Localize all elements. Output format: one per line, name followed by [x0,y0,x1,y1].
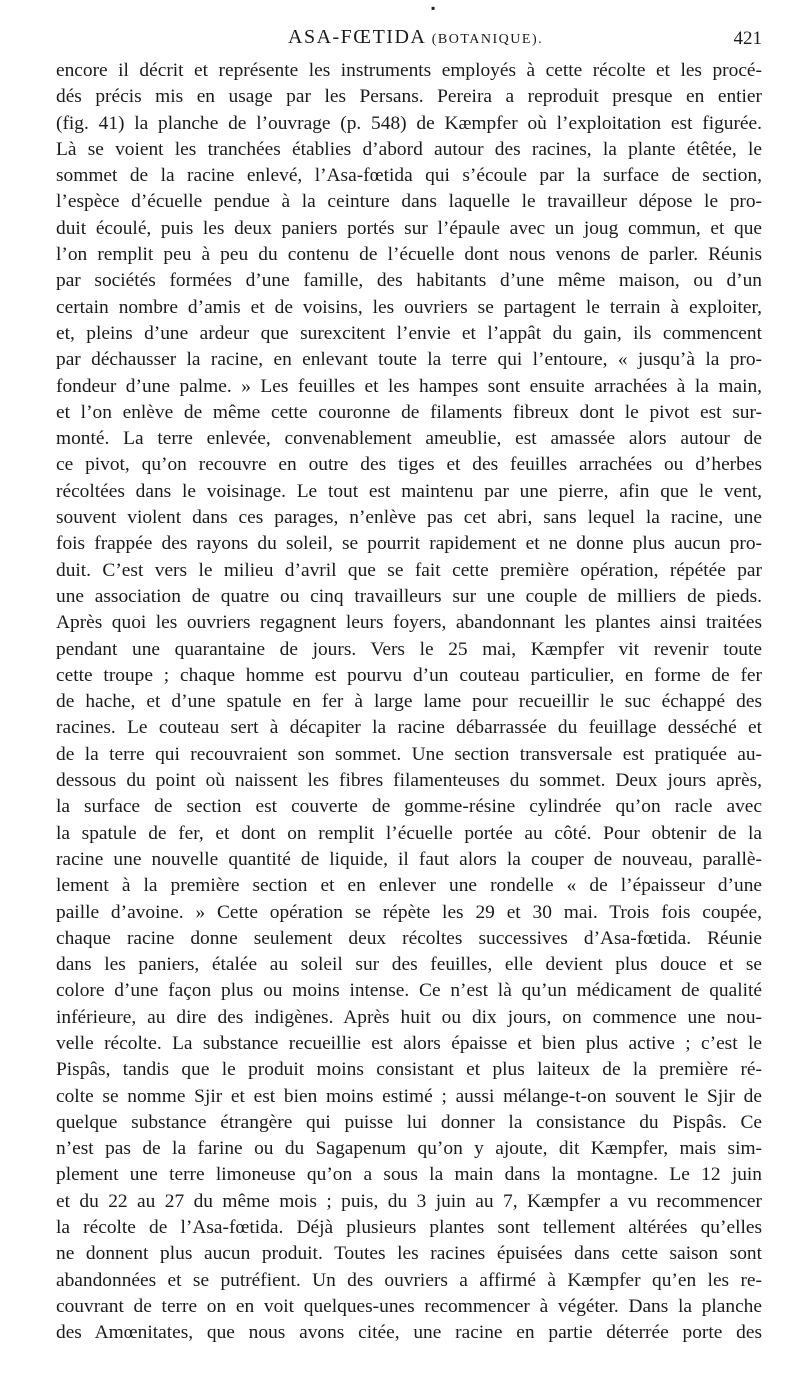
text-line: et du 22 au 27 du même mois ; puis, du 3 juin au 7, Kæmpfer a vu recommencer [56,1190,762,1212]
text-line: racines. Le couteau sert à décapiter la racine débarrassée du feuillage desséché et [56,717,762,739]
text-line: dans les paniers, étalée au soleil sur des feuilles, elle devient plus douce et se [56,954,762,976]
text-line: de la terre qui recouvraient son sommet. Une section transversale est pratiquée au- [56,743,762,765]
text-line: cette troupe ; chaque homme est pourvu d’un couteau particulier, en forme de fer [56,664,762,686]
text-line: quelque substance étrangère qui puisse lui donner la consistance du Pispâs. Ce [56,1111,762,1133]
text-line: chaque racine donne seulement deux récoltes successives d’Asa-fœtida. Réunie [56,927,762,949]
text-line: une association de quatre ou cinq travailleurs sur une couple de milliers de pieds. [56,585,762,607]
text-line: lement à la première section et en enlever une rondelle « de l’épaisseur d’une [56,875,762,897]
text-line: par sociétés formées d’une famille, des habitants d’une même maison, ou d’un [56,270,762,292]
text-line: colore d’une façon plus ou moins intense. Ce n’est là qu’un médicament de qualité [56,980,762,1002]
text-line: pendant une quarantaine de jours. Vers le 25 mai, Kæmpfer vit revenir toute [56,638,762,660]
text-line: souvent violent dans ces parages, n’enlève pas cet abri, sans lequel la racine, une [56,507,762,529]
running-head [56,0,762,56]
text-line: couvrant de terre on en voit quelques-unes recommencer à végéter. Dans la planche [56,1295,762,1317]
text-line: paille d’avoine. » Cette opération se répète les 29 et 30 mai. Trois fois coupée, [56,901,762,923]
text-line: encore il décrit et représente les instruments employés à cette récolte et les procé- [56,60,762,81]
text-line: ce pivot, qu’on recouvre en outre des tiges et des feuilles arrachées ou d’herbes [56,454,762,476]
text-line: ne donnent plus aucun produit. Toutes les racines épuisées dans cette saison sont [56,1243,762,1265]
text-line: la surface de section est couverte de gomme-résine cylindrée qu’on racle avec [56,796,762,818]
text-line: racine une nouvelle quantité de liquide, il faut alors la couper de nouveau, parallè- [56,848,762,870]
text-line: duit écoulé, puis les deux paniers portés sur l’épaule avec un joug commun, et que [56,217,762,239]
text-line: dés précis mis en usage par les Persans. Pereira a reproduit presque en entier [56,86,762,108]
text-line: monté. La terre enlevée, convenablement ameublie, est amassée alors autour de [56,428,762,450]
page-number: 421 [733,28,762,49]
body-text [56,58,762,1347]
text-line: la récolte de l’Asa-fœtida. Déjà plusieurs plantes sont tellement altérées qu’elles [56,1217,762,1239]
text-line: abandonnées et se putréfient. Un des ouvriers a affirmé à Kæmpfer qu’en les re- [56,1269,762,1291]
text-line: (fig. 41) la planche de l’ouvrage (p. 548) de Kæmpfer où l’exploitation est figurée. [56,112,762,134]
running-title-main: ASA-FŒTIDA [288,26,426,48]
text-line: récoltées dans le voisinage. Le tout est maintenu par une pierre, afin que le vent, [56,480,762,502]
text-line: et, pleins d’une ardeur que surexcitent l’envie et l’appât du gain, ils commencent [56,322,762,344]
text-line: dessous du point où naissent les fibres filamenteuses du sommet. Deux jours après, [56,770,762,792]
running-title [288,26,543,49]
text-line: l’on remplit peu à peu du contenu de l’écuelle dont nous venons de parler. Réunis [56,244,762,266]
running-title-subtitle: (BOTANIQUE). [431,32,544,47]
text-line: certain nombre d’amis et de voisins, les ouvriers se partagent le terrain à exploiter, [56,296,762,318]
text-line: des Amœnitates, que nous avons citée, une racine en partie déterrée porte des [56,1322,762,1344]
text-line: Après quoi les ouvriers regagnent leurs foyers, abandonnant les plantes ainsi traitées [56,612,762,634]
text-line: duit. C’est vers le milieu d’avril que se fait cette première opération, répétée par [56,559,762,581]
text-line: fois frappée des rayons du soleil, se pourrit rapidement et ne donne plus aucun pro- [56,533,762,555]
text-line: Pispâs, tandis que le produit moins consistant et plus laiteux de la première ré- [56,1059,762,1081]
text-line: de hache, et d’une spatule en fer à large lame pour recueillir le suc échappé des [56,691,762,713]
text-line: la spatule de fer, et dont on remplit l’écuelle portée au côté. Pour obtenir de la [56,822,762,844]
text-line: colte se nomme Sjir et est bien moins estimé ; aussi mélange-t-on souvent le Sjir de [56,1085,762,1107]
text-line: velle récolte. La substance recueillie est alors épaisse et bien plus active ; c’est le [56,1032,762,1054]
text-line: l’espèce d’écuelle pendue à la ceinture dans laquelle le travailleur dépose le pro- [56,191,762,213]
text-line: n’est pas de la farine ou du Sagapenum qu’on y ajoute, dit Kæmpfer, mais sim- [56,1138,762,1160]
text-line: par déchausser la racine, en enlevant toute la terre qui l’entoure, « jusqu’à la pro- [56,349,762,371]
text-line: sommet de la racine enlevé, l’Asa-fœtida qui s’écoule par la surface de section, [56,165,762,187]
text-line: inférieure, au dire des indigènes. Après huit ou dix jours, on commence une nou- [56,1006,762,1028]
text-line: fondeur d’une palme. » Les feuilles et les hampes sont ensuite arrachées à la main, [56,375,762,397]
text-line: plement une terre limoneuse qu’on a sous la main dans la montagne. Le 12 juin [56,1164,762,1186]
text-line: Là se voient les tranchées établies d’abord autour des racines, la plante étêtée, le [56,138,762,160]
printer-mark: ▪ [431,1,436,15]
text-line: et l’on enlève de même cette couronne de filaments fibreux dont le pivot est sur- [56,401,762,423]
